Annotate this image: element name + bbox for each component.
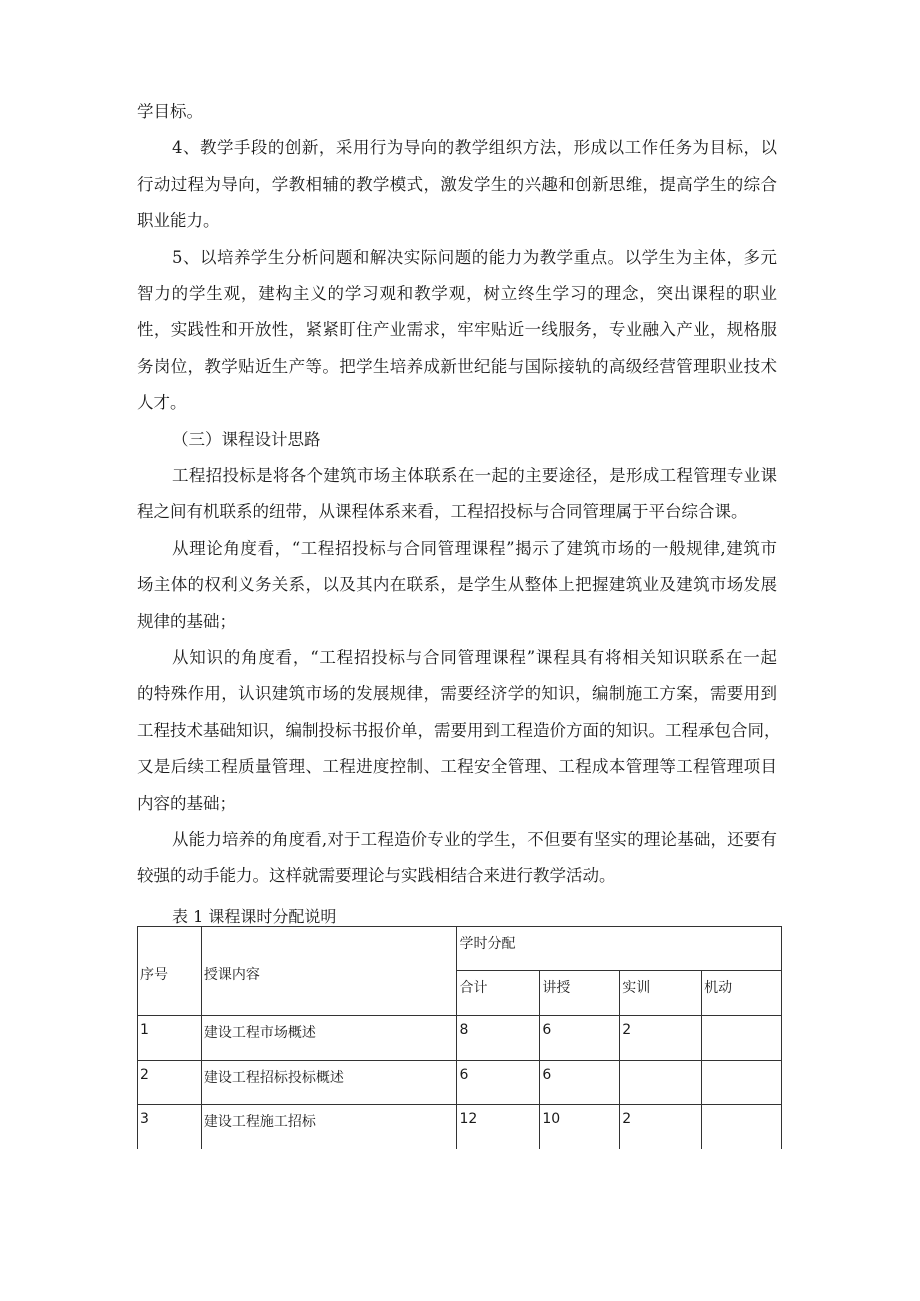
text-line: 又是后续工程质量管理、工程进度控制、工程安全管理、工程成本管理等工程管理项目 (137, 757, 777, 777)
text-line: 程之间有机联系的纽带，从课程体系来看，工程招投标与合同管理属于平台综合课。 (137, 502, 748, 522)
text-line: 工程技术基础知识，编制投标书报价单，需要用到工程造价方面的知识。工程承包合同， (137, 720, 781, 740)
text-line: 人才。 (137, 393, 187, 413)
cell-flexible (702, 1105, 782, 1149)
cell-lecture: 10 (540, 1105, 620, 1149)
table-row (138, 1105, 782, 1149)
header-flexible: 机动 (702, 971, 782, 1016)
table-row (138, 1016, 782, 1061)
section-heading: （三）课程设计思路 (172, 429, 321, 449)
table-caption: 表 1 课程课时分配说明 (172, 907, 337, 926)
cell-no: 3 (138, 1105, 202, 1149)
text-line: 工程招投标是将各个建筑市场主体联系在一起的主要途径，是形成工程管理专业课 (172, 466, 777, 485)
cell-no: 2 (138, 1061, 202, 1105)
text-line: 规律的基础； (137, 611, 236, 631)
header-hours-group: 学时分配 (457, 927, 782, 971)
text-line: 行动过程为导向，学教相辅的教学模式，激发学生的兴趣和创新思维，提高学生的综合 (137, 174, 777, 194)
text-line: 学目标。 (137, 102, 203, 121)
table-row (138, 1061, 782, 1105)
cell-flexible (702, 1061, 782, 1105)
text-line: 较强的动手能力。这样就需要理论与实践相结合来进行教学活动。 (137, 866, 616, 886)
cell-practice (620, 1061, 702, 1105)
cell-content: 建设工程施工招标 (201, 1105, 457, 1149)
text-line: 场主体的权利义务关系，以及其内在联系，是学生从整体上把握建筑业及建筑市场发展 (137, 575, 777, 595)
header-practice: 实训 (620, 971, 702, 1016)
cell-total: 8 (457, 1016, 540, 1061)
cell-lecture: 6 (540, 1061, 620, 1105)
header-total: 合计 (457, 971, 540, 1016)
cell-total: 6 (457, 1061, 540, 1105)
text-line: 智力的学生观，建构主义的学习观和教学观，树立终生学习的理念，突出课程的职业 (137, 284, 777, 303)
text-line: 5、以培养学生分析问题和解决实际问题的能力为教学重点。以学生为主体，多元 (172, 247, 777, 267)
text-line: 从能力培养的角度看,对于工程造价专业的学生，不但要有坚实的理论基础，还要有 (172, 830, 777, 849)
cell-no: 1 (138, 1016, 202, 1061)
text-line: 职业能力。 (137, 211, 220, 231)
cell-lecture: 6 (540, 1016, 620, 1061)
cell-practice: 2 (620, 1105, 702, 1149)
cell-total: 12 (457, 1105, 540, 1149)
cell-practice: 2 (620, 1016, 702, 1061)
cell-content: 建设工程市场概述 (201, 1016, 457, 1061)
header-content: 授课内容 (201, 927, 457, 1016)
text-line: 4、教学手段的创新，采用行为导向的教学组织方法，形成以工作任务为目标，以 (172, 138, 777, 158)
text-line: 从理论角度看，“工程招投标与合同管理课程”揭示了建筑市场的一般规律,建筑市 (172, 538, 777, 558)
text-line: 从知识的角度看，“工程招投标与合同管理课程”课程具有将相关知识联系在一起 (172, 648, 777, 667)
cell-content: 建设工程招标投标概述 (201, 1061, 457, 1105)
text-line: 的特殊作用，认识建筑市场的发展规律，需要经济学的知识，编制施工方案，需要用到 (137, 684, 777, 704)
text-line: 性，实践性和开放性，紧紧盯住产业需求，牢牢贴近一线服务，专业融入产业，规格服 (137, 320, 777, 340)
cell-flexible (702, 1016, 782, 1061)
header-no: 序号 (138, 927, 202, 1016)
course-hours-table (137, 926, 782, 1149)
text-line: 内容的基础； (137, 793, 236, 813)
text-line: 务岗位，教学贴近生产等。把学生培养成新世纪能与国际接轨的高级经营管理职业技术 (137, 356, 777, 376)
header-lecture: 讲授 (540, 971, 620, 1016)
